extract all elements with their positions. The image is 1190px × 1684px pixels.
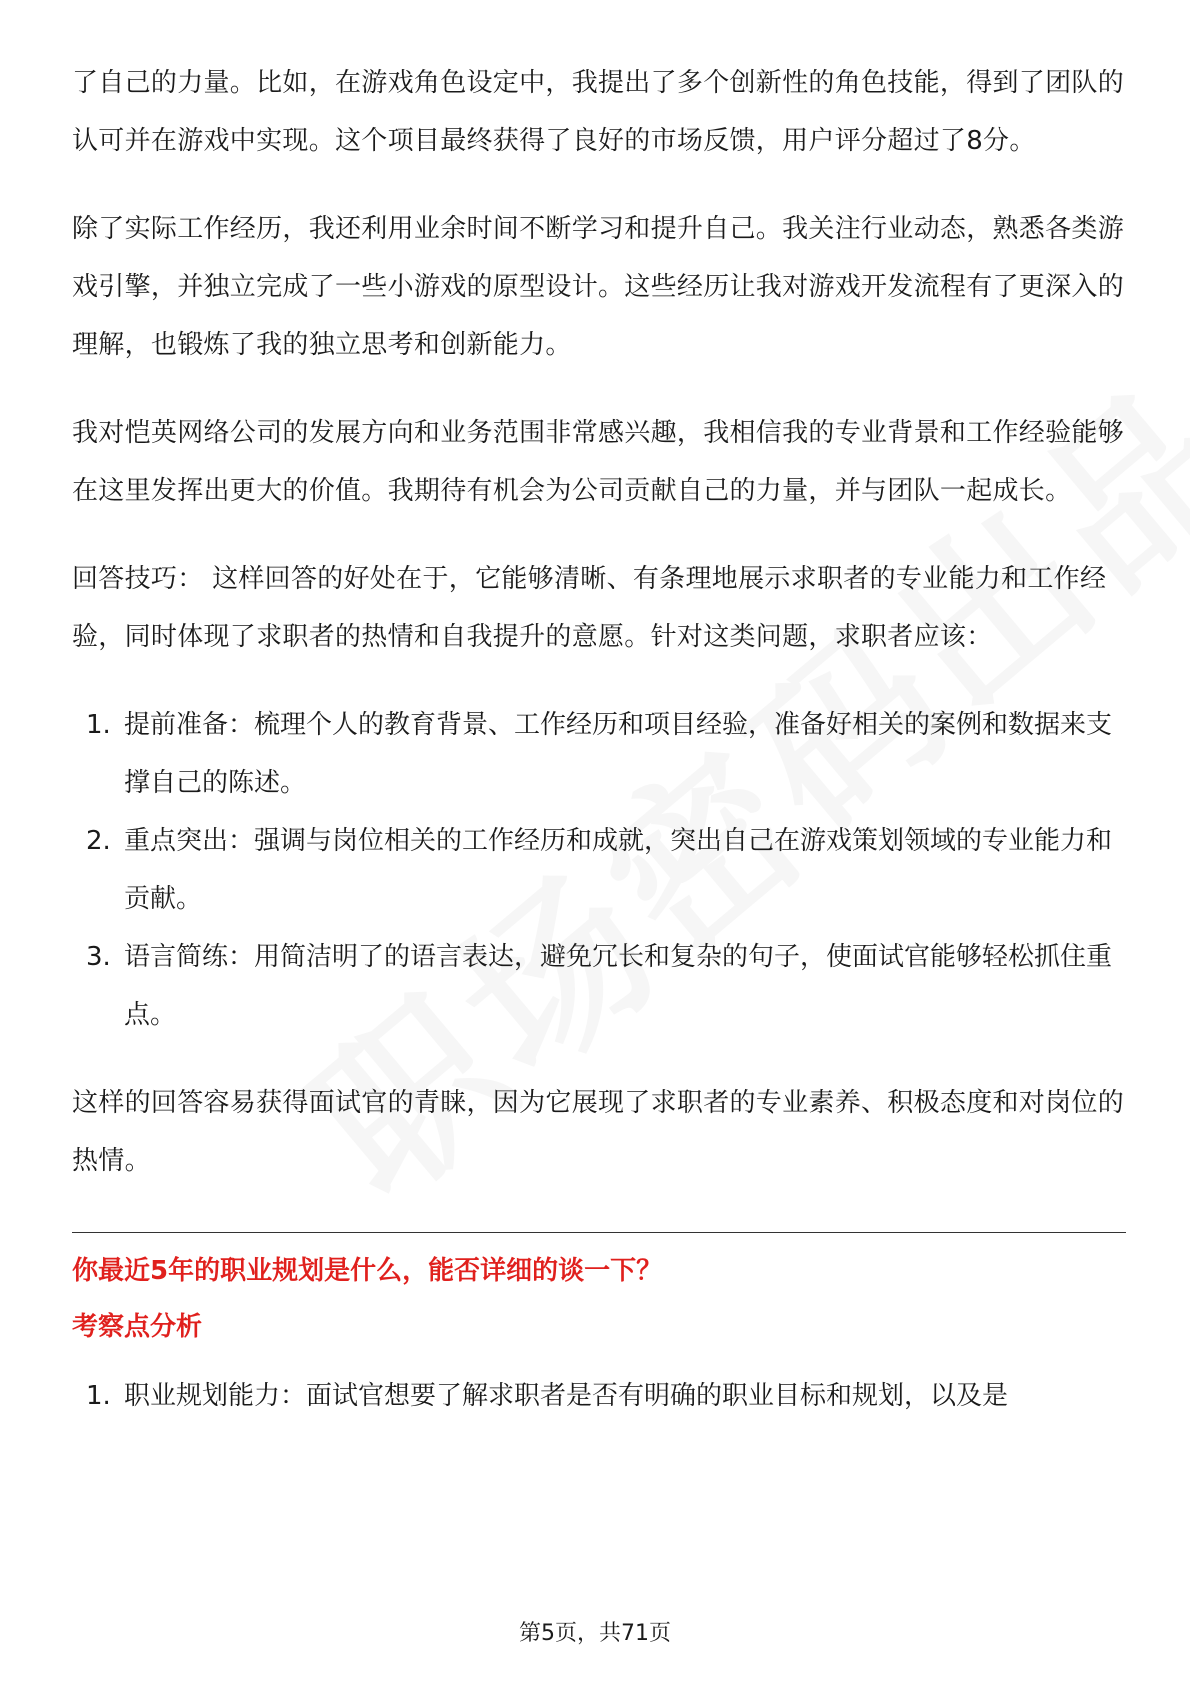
analysis-list [72, 1367, 1126, 1425]
list-item [72, 812, 1126, 928]
list-item-text: 语言简练：用简洁明了的语言表达，避免冗长和复杂的句子，使面试官能够轻松抓住重点。 [124, 942, 1113, 1030]
list-item [72, 696, 1126, 812]
list-item [72, 928, 1126, 1044]
page-number: 第5页，共71页 [519, 1621, 671, 1646]
analysis-heading: 考察点分析 [72, 1312, 203, 1342]
answer-tips-paragraph: 回答技巧： 这样回答的好处在于，它能够清晰、有条理地展示求职者的专业能力和工作经验，同时体现了求职者的热情和自我提升的意愿。针对这类问题，求职者应该： [72, 564, 1107, 652]
list-number: 3. [86, 942, 111, 972]
list-item-text: 提前准备：梳理个人的教育背景、工作经历和项目经验，准备好相关的案例和数据来支撑自己的陈述。 [124, 710, 1113, 798]
question-title: 你最近5年的职业规划是什么，能否详细的谈一下？ [72, 1256, 663, 1286]
list-item [72, 1367, 1126, 1425]
list-number: 1. [86, 1381, 111, 1411]
paragraph: 我对恺英网络公司的发展方向和业务范围非常感兴趣，我相信我的专业背景和工作经验能够在这里发挥出更大的价值。我期待有机会为公司贡献自己的力量，并与团队一起成长。 [72, 418, 1125, 506]
list-item-text: 重点突出：强调与岗位相关的工作经历和成就，突出自己在游戏策划领域的专业能力和贡献。 [124, 826, 1113, 914]
tips-list [72, 696, 1126, 1044]
paragraph: 这样的回答容易获得面试官的青睐，因为它展现了求职者的专业素养、积极态度和对岗位的热情。 [72, 1088, 1125, 1176]
list-number: 1. [86, 710, 111, 740]
paragraph: 除了实际工作经历，我还利用业余时间不断学习和提升自己。我关注行业动态，熟悉各类游戏引擎，并独立完成了一些小游戏的原型设计。这些经历让我对游戏开发流程有了更深入的理解，也锻炼了我的独立思考和创新能力。 [72, 214, 1125, 360]
list-item-text: 职业规划能力：面试官想要了解求职者是否有明确的职业目标和规划，以及是 [124, 1381, 1009, 1411]
list-number: 2. [86, 826, 111, 856]
page-content [72, 54, 1126, 1425]
paragraph: 了自己的力量。比如，在游戏角色设定中，我提出了多个创新性的角色技能，得到了团队的认可并在游戏中实现。这个项目最终获得了良好的市场反馈，用户评分超过了8分。 [72, 68, 1125, 156]
